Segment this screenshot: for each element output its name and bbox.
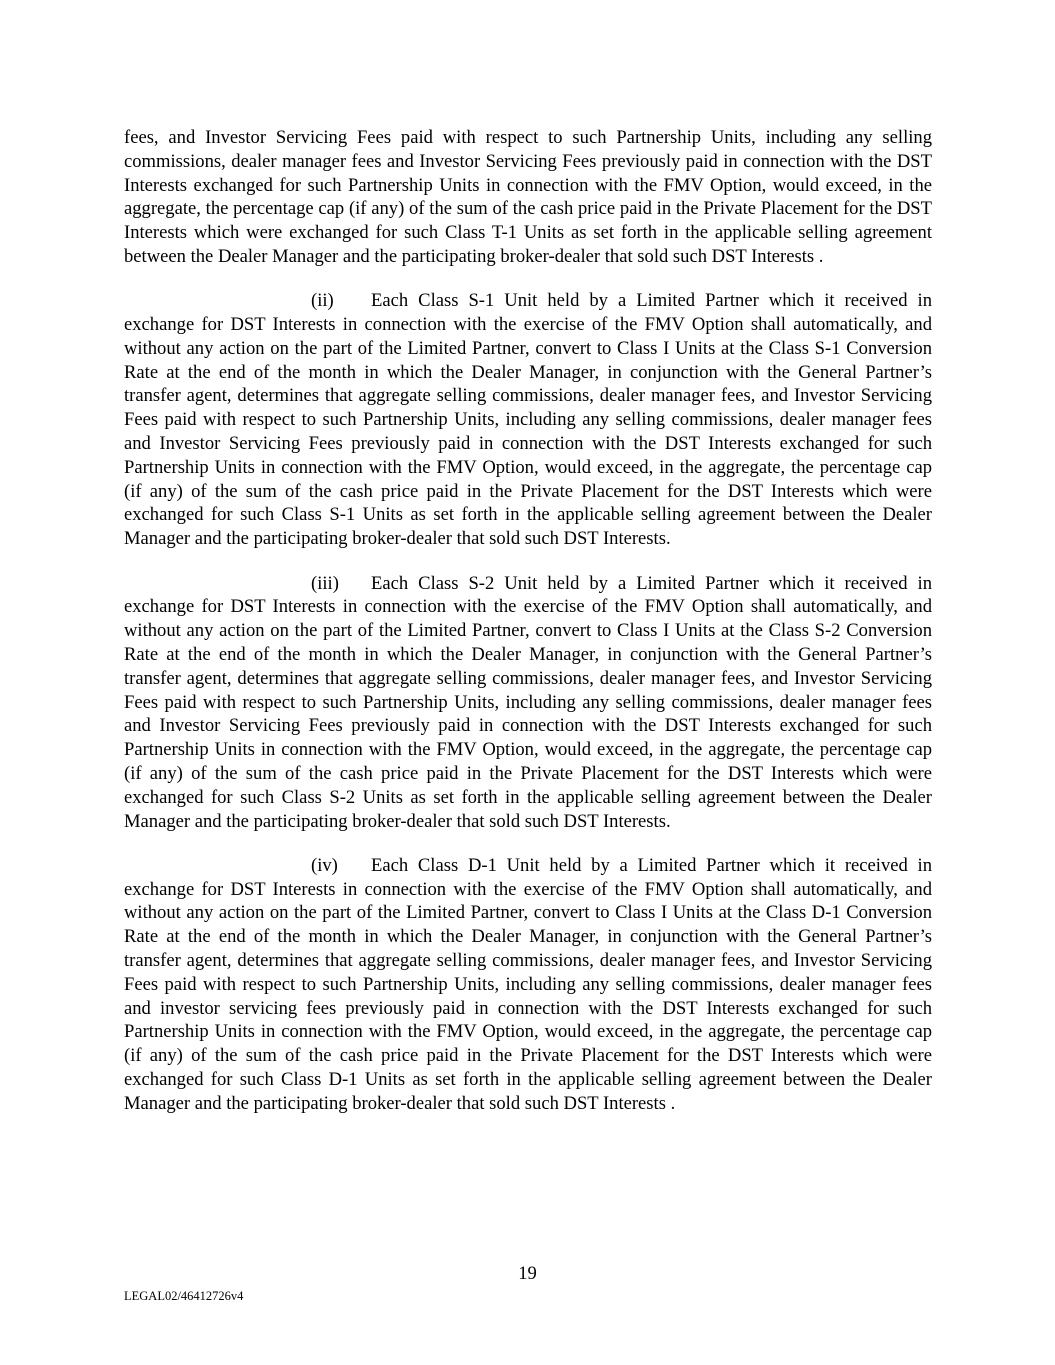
- list-item-iii: [124, 572, 932, 834]
- document-id: LEGAL02/46412726v4: [124, 1289, 244, 1303]
- item-number: (iii): [311, 572, 339, 594]
- item-number: (iv): [311, 854, 338, 876]
- item-text: Each Class S-1 Unit held by a Limited Partner which it received in exchange for DST Interests in connection with the exercise of the FMV Option shall automatically, and without any action on the part of the Limited Partner, convert to Class I Units at the Class S-1 Conversion Rate at the end of the month in which the Dealer Manager, in conjunction with the General Partner’s transfer agent, determines that aggregate selling commissions, dealer manager fees, and Investor Servicing Fees paid with respect to such Partnership Units, including any selling commissions, dealer manager fees and Investor Servicing Fees previously paid in connection with the DST Interests exchanged for such Partnership Units in connection with the FMV Option, would exceed, in the aggregate, the percentage cap (if any) of the sum of the cash price paid in the Private Placement for the DST Interests which were exchanged for such Class S-1 Units as set forth in the applicable selling agreement between the Dealer Manager and the participating broker-dealer that sold such DST Interests.: [124, 290, 932, 550]
- item-number: (ii): [311, 290, 334, 312]
- page-number: 19: [518, 1263, 537, 1284]
- document-body: [124, 126, 932, 1136]
- list-item-ii: [124, 289, 932, 551]
- list-item-iv: [124, 854, 932, 1116]
- item-text: Each Class D-1 Unit held by a Limited Partner which it received in exchange for DST Interests in connection with the exercise of the FMV Option shall automatically, and without any action on the part of the Limited Partner, convert to Class I Units at the Class D-1 Conversion Rate at the end of the month in which the Dealer Manager, in conjunction with the General Partner’s transfer agent, determines that aggregate selling commissions, dealer manager fees, and Investor Servicing Fees paid with respect to such Partnership Units, including any selling commissions, dealer manager fees and investor servicing fees previously paid in connection with the DST Interests exchanged for such Partnership Units in connection with the FMV Option, would exceed, in the aggregate, the percentage cap (if any) of the sum of the cash price paid in the Private Placement for the DST Interests which were exchanged for such Class D-1 Units as set forth in the applicable selling agreement between the Dealer Manager and the participating broker-dealer that sold such DST Interests .: [124, 854, 932, 1114]
- item-text: Each Class S-2 Unit held by a Limited Partner which it received in exchange for DST Interests in connection with the exercise of the FMV Option shall automatically, and without any action on the part of the Limited Partner, convert to Class I Units at the Class S-2 Conversion Rate at the end of the month in which the Dealer Manager, in conjunction with the General Partner’s transfer agent, determines that aggregate selling commissions, dealer manager fees, and Investor Servicing Fees paid with respect to such Partnership Units, including any selling commissions, dealer manager fees and Investor Servicing Fees previously paid in connection with the DST Interests exchanged for such Partnership Units in connection with the FMV Option, would exceed, in the aggregate, the percentage cap (if any) of the sum of the cash price paid in the Private Placement for the DST Interests which were exchanged for such Class S-2 Units as set forth in the applicable selling agreement between the Dealer Manager and the participating broker-dealer that sold such DST Interests.: [124, 572, 932, 832]
- continuation-paragraph: fees, and Investor Servicing Fees paid with respect to such Partnership Units, including any selling commissions, dealer manager fees and Investor Servicing Fees previously paid in connection with the DST Interests exchanged for such Partnership Units in connection with the FMV Option, would exceed, in the aggregate, the percentage cap (if any) of the sum of the cash price paid in the Private Placement for the DST Interests which were exchanged for such Class T-1 Units as set forth in the applicable selling agreement between the Dealer Manager and the participating broker-dealer that sold such DST Interests .: [124, 127, 932, 267]
